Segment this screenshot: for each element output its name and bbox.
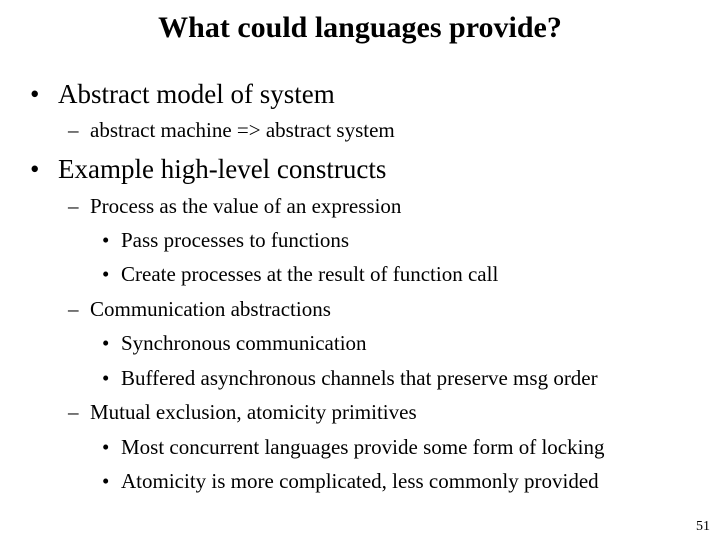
bullet-icon: • — [102, 228, 110, 252]
bullet-icon: • — [30, 79, 40, 109]
bullet-level3 — [102, 365, 598, 391]
bullet-icon: • — [102, 435, 110, 459]
bullet-icon: • — [102, 262, 110, 286]
bullet-text: abstract machine => abstract system — [90, 118, 395, 142]
bullet-level2 — [68, 193, 401, 219]
bullet-text: Atomicity is more complicated, less commonly provided — [121, 469, 599, 493]
bullet-level2 — [68, 399, 417, 425]
bullet-text: Create processes at the result of function call — [121, 262, 499, 286]
bullet-level3 — [102, 330, 367, 356]
dash-icon: – — [68, 194, 79, 218]
bullet-text: Abstract model of system — [58, 79, 335, 109]
dash-icon: – — [68, 297, 79, 321]
slide-title: What could languages provide? — [158, 11, 562, 44]
bullet-icon: • — [30, 154, 40, 184]
bullet-icon: • — [102, 331, 110, 355]
bullet-level3 — [102, 261, 498, 287]
bullet-level3 — [102, 468, 599, 494]
dash-icon: – — [68, 118, 79, 142]
bullet-level3 — [102, 434, 604, 460]
bullet-text: Most concurrent languages provide some form of locking — [121, 435, 605, 459]
bullet-level2 — [68, 296, 331, 322]
bullet-icon: • — [102, 366, 110, 390]
bullet-text: Synchronous communication — [121, 331, 367, 355]
bullet-text: Process as the value of an expression — [90, 194, 402, 218]
bullet-text: Mutual exclusion, atomicity primitives — [90, 400, 417, 424]
bullet-level2 — [68, 117, 395, 143]
page-number: 51 — [696, 519, 710, 534]
bullet-text: Buffered asynchronous channels that preserve msg order — [121, 366, 598, 390]
dash-icon: – — [68, 400, 79, 424]
bullet-icon: • — [102, 469, 110, 493]
bullet-level1 — [30, 153, 386, 185]
bullet-level1 — [30, 78, 335, 110]
bullet-text: Example high-level constructs — [58, 154, 387, 184]
bullet-text: Pass processes to functions — [121, 228, 350, 252]
bullet-text: Communication abstractions — [90, 297, 331, 321]
bullet-level3 — [102, 227, 349, 253]
